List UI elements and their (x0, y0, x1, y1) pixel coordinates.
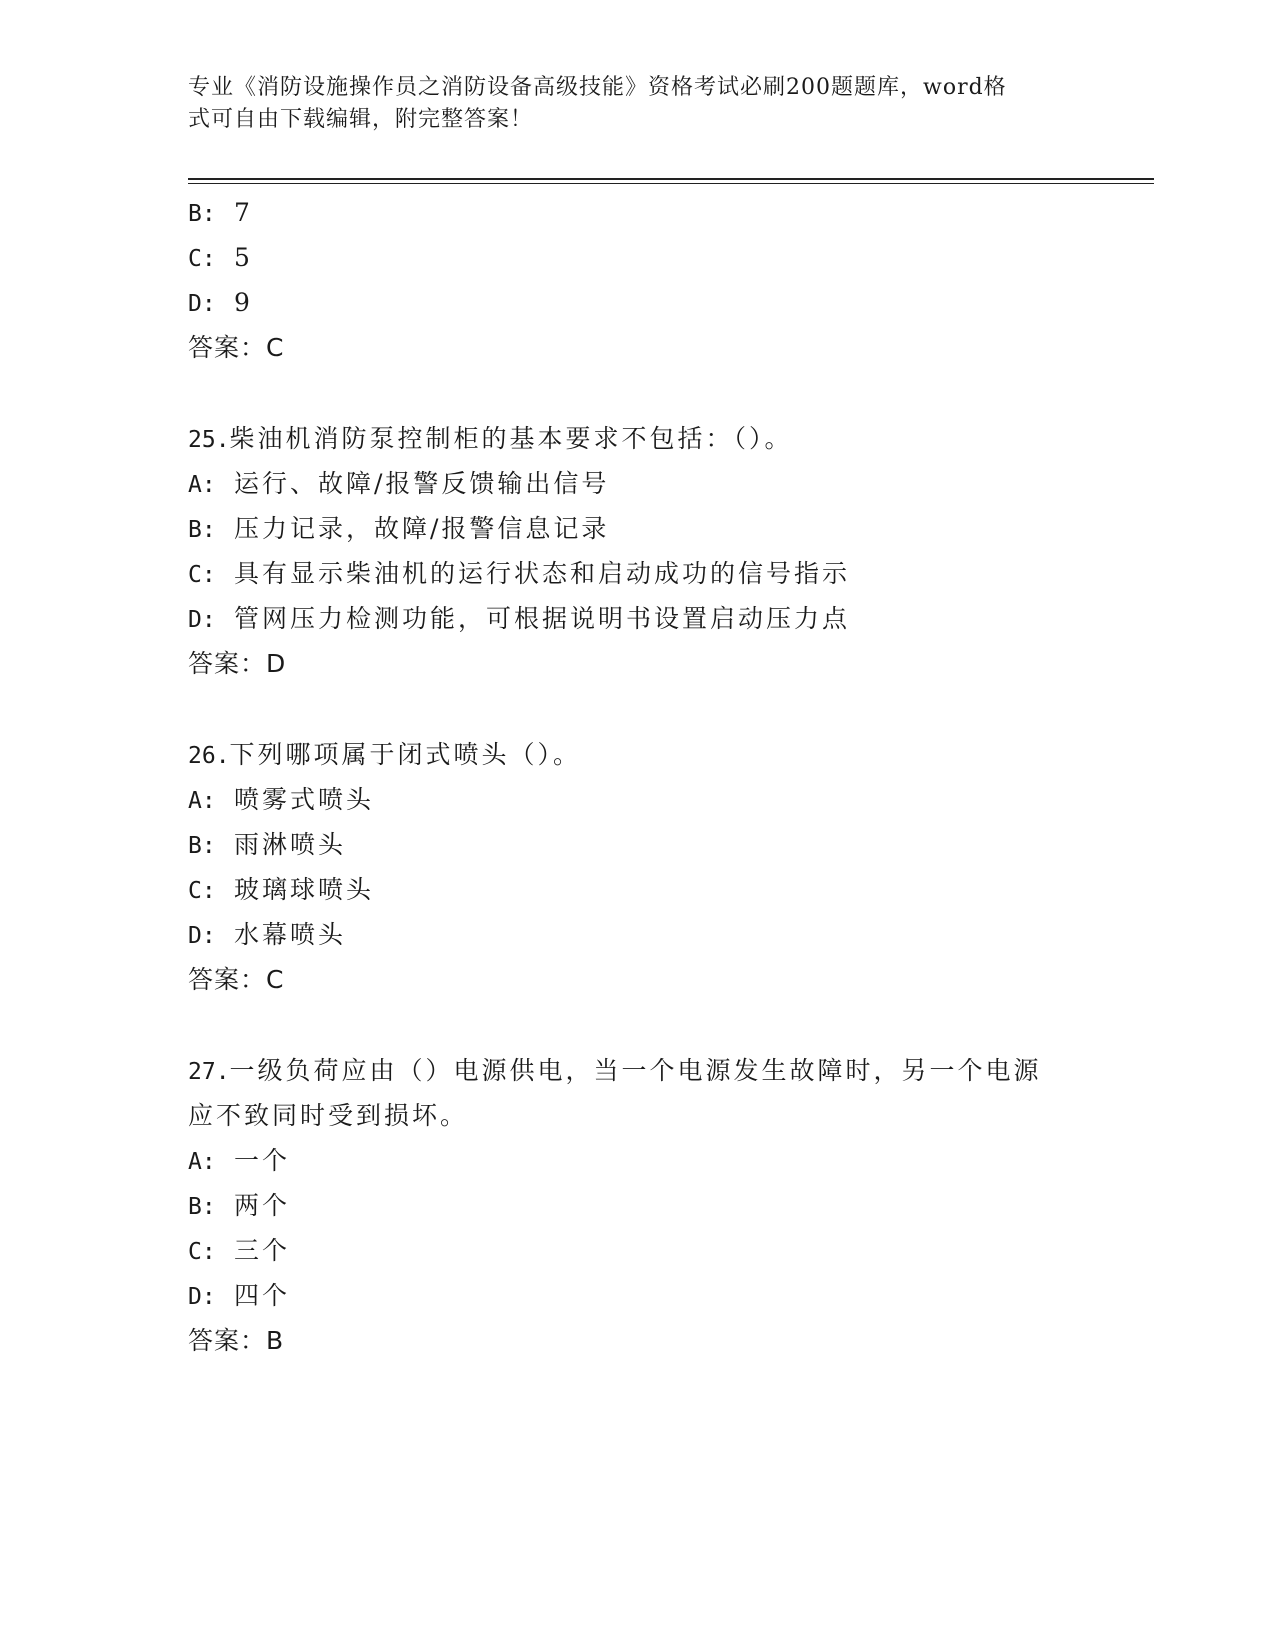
q27-option-b (188, 1189, 290, 1224)
q27-answer: 答案：B (188, 1326, 285, 1355)
option-letter: D: (188, 607, 216, 633)
q24-option-d (188, 286, 253, 321)
q27-option-d (188, 1279, 290, 1314)
option-letter: C: (188, 1239, 216, 1265)
q26-stem (188, 738, 581, 773)
q25-option-d (188, 602, 850, 637)
option-text: 5 (234, 243, 253, 272)
option-letter: A: (188, 788, 216, 814)
option-letter: C: (188, 562, 216, 588)
option-letter: C: (188, 878, 216, 904)
question-number: 26. (188, 743, 230, 769)
q27-option-c (188, 1234, 290, 1269)
q24-option-c (188, 241, 253, 276)
header-line-1: 专业《消防设施操作员之消防设备高级技能》资格考试必刷200题题库，word格 (188, 75, 1007, 100)
q24-option-b (188, 196, 253, 231)
q26-option-d (188, 918, 346, 953)
option-text: 雨淋喷头 (234, 830, 347, 859)
q27-stem-line-1 (188, 1054, 1042, 1089)
option-text: 玻璃球喷头 (234, 875, 375, 904)
q25-option-c (188, 557, 850, 592)
question-text: 柴油机消防泵控制柜的基本要求不包括：（）。 (229, 424, 793, 453)
header-rule-thin (188, 183, 1154, 184)
header-rule-thick (188, 178, 1154, 180)
header-line-2: 式可自由下载编辑，附完整答案！ (188, 107, 534, 132)
option-text: 运行、故障/报警反馈输出信号 (234, 469, 610, 498)
q27-stem-line-2: 应不致同时受到损坏。 (188, 1101, 469, 1130)
option-letter: D: (188, 1284, 216, 1310)
option-text: 9 (234, 288, 253, 317)
option-letter: D: (188, 923, 216, 949)
option-text: 一个 (234, 1146, 291, 1175)
question-text: 一级负荷应由（）电源供电，当一个电源发生故障时，另一个电源 (229, 1056, 1042, 1085)
q26-option-a (188, 783, 374, 818)
option-letter: A: (188, 472, 216, 498)
option-text: 具有显示柴油机的运行状态和启动成功的信号指示 (234, 559, 851, 588)
option-text: 水幕喷头 (234, 920, 347, 949)
option-text: 两个 (234, 1191, 291, 1220)
option-letter: C: (188, 246, 216, 272)
option-letter: B: (188, 201, 216, 227)
option-text: 7 (234, 198, 253, 227)
option-letter: B: (188, 833, 216, 859)
q25-option-a (188, 467, 609, 502)
question-number: 25. (188, 427, 230, 453)
option-letter: B: (188, 1194, 216, 1220)
option-text: 喷雾式喷头 (234, 785, 375, 814)
option-letter: B: (188, 517, 216, 543)
document-header (188, 72, 1068, 136)
question-number: 27. (188, 1059, 230, 1085)
q25-option-b (188, 512, 609, 547)
q27-option-a (188, 1144, 290, 1179)
option-letter: A: (188, 1149, 216, 1175)
q26-option-b (188, 828, 346, 863)
option-text: 压力记录，故障/报警信息记录 (234, 514, 610, 543)
q25-answer: 答案：D (188, 649, 287, 678)
option-text: 三个 (234, 1236, 291, 1265)
option-text: 四个 (234, 1281, 291, 1310)
q26-answer: 答案：C (188, 965, 285, 994)
q25-stem (188, 422, 793, 457)
option-letter: D: (188, 291, 216, 317)
q26-option-c (188, 873, 374, 908)
option-text: 管网压力检测功能，可根据说明书设置启动压力点 (234, 604, 851, 633)
question-text: 下列哪项属于闭式喷头（）。 (229, 740, 582, 769)
q24-answer: 答案：C (188, 333, 285, 362)
